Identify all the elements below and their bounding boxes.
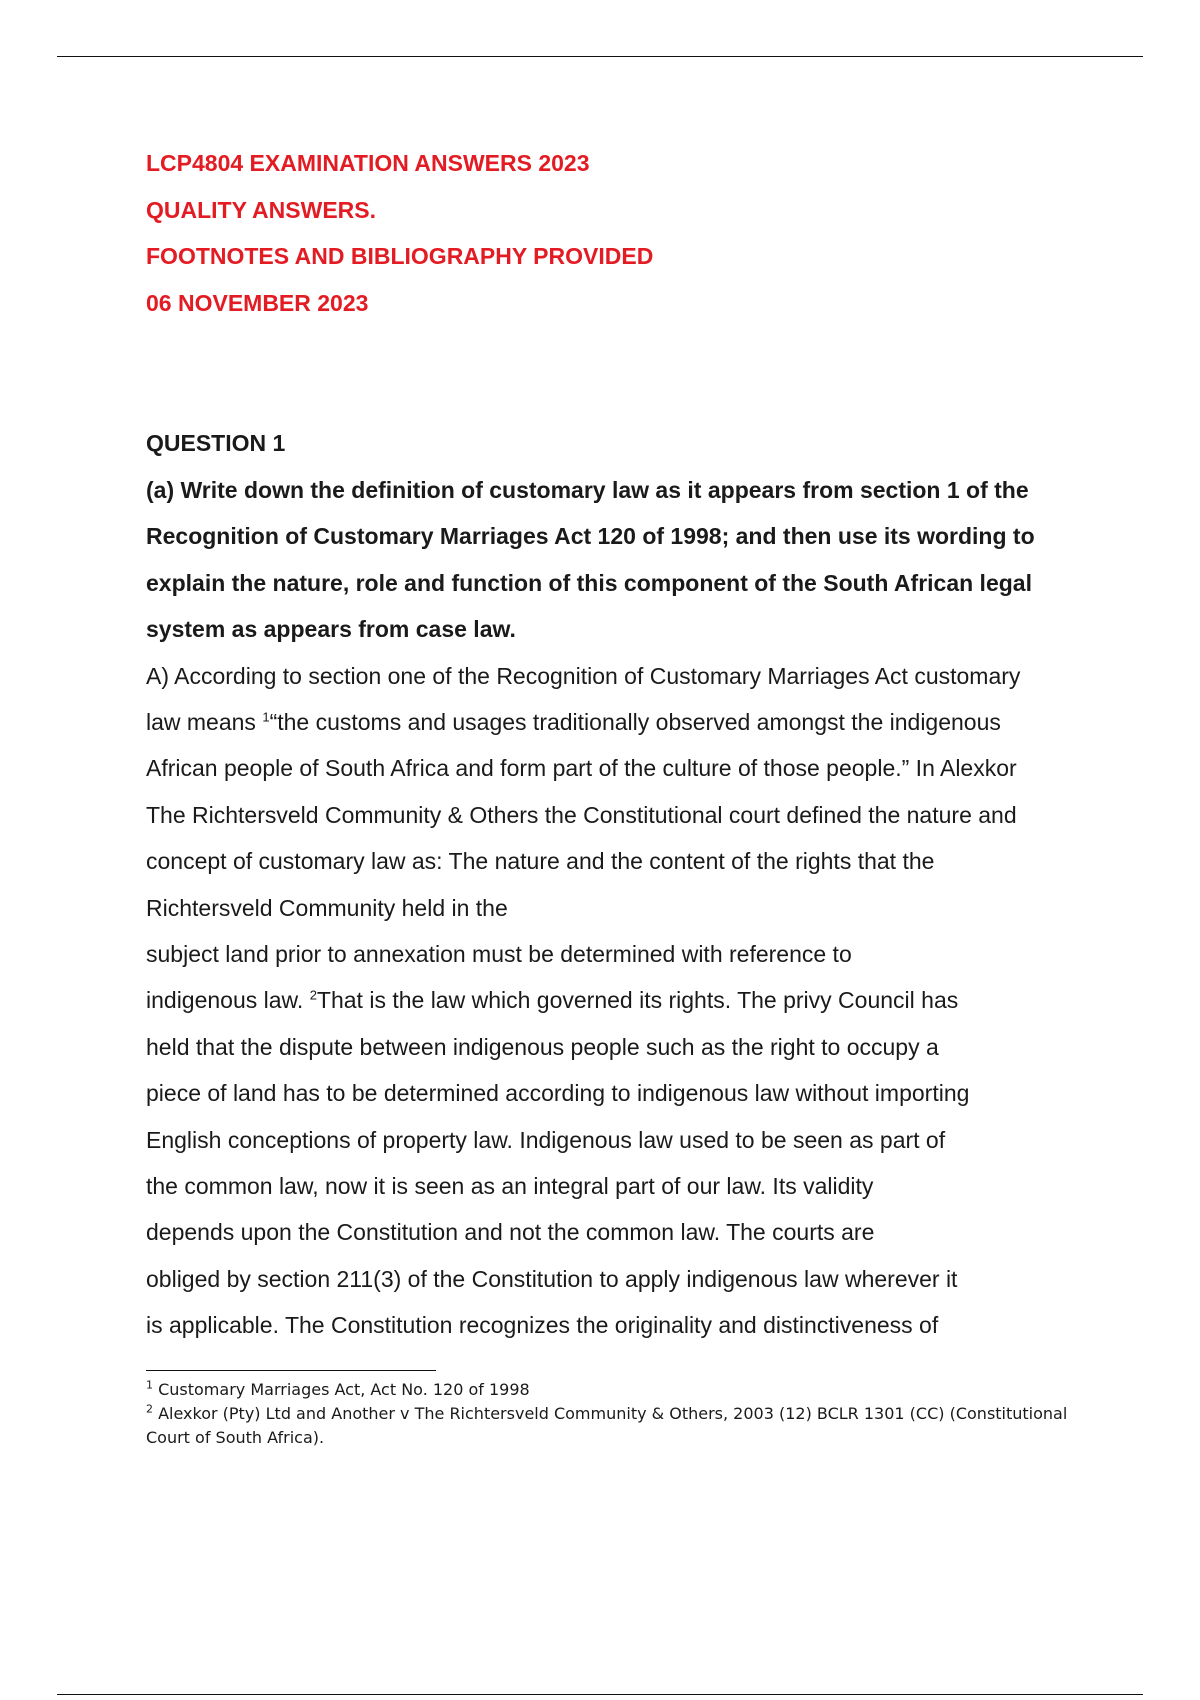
top-rule [57,56,1143,57]
answer-line: held that the dispute between indigenous people such as the right to occupy a [146,1033,939,1060]
answer-text: “the customs and usages traditionally observed amongst the indigenous [269,708,1001,735]
answer-line: A) According to section one of the Recognition of Customary Marriages Act customary [146,662,1021,689]
page-content [146,140,1086,1349]
answer-text: law means [146,708,263,735]
footnote-text: Customary Marriages Act, Act No. 120 of 1998 [158,1380,530,1399]
answer-line: English conceptions of property law. Indigenous law used to be seen as part of [146,1126,946,1153]
bottom-rule [57,1694,1143,1695]
answer-line: Richtersveld Community held in the [146,894,508,921]
footnotes [146,1378,1086,1450]
doc-note: FOOTNOTES AND BIBLIOGRAPHY PROVIDED [146,243,654,269]
doc-subtitle: QUALITY ANSWERS. [146,196,377,223]
answer-line: obliged by section 211(3) of the Constitution to apply indigenous law wherever it [146,1265,958,1292]
answer-text: indigenous law. [146,987,310,1014]
answer-line: the common law, now it is seen as an integral part of our law. Its validity [146,1172,874,1199]
footnote-separator [146,1370,436,1371]
footnote-1 [146,1378,1086,1402]
doc-date: 06 NOVEMBER 2023 [146,289,369,316]
answer-line: piece of land has to be determined according to indigenous law without importing [146,1080,970,1107]
footnote-ref-2[interactable]: 2 [309,987,317,1003]
answer-body [146,653,1086,1349]
answer-line: is applicable. The Constitution recognizes the originality and distinctiveness of [146,1312,939,1339]
answer-text: That is the law which governed its rights. The privy Council has [316,987,959,1014]
question-text: (a) Write down the definition of customary law as it appears from section 1 of the Recognition of Customary Marriages Act 120 of 1998; and then use its wording to explain the nature, role and function of this component of the South African legal system as appears from case law. [146,476,1035,642]
footnote-ref-1[interactable]: 1 [262,709,270,725]
footnote-number: 2 [146,1402,153,1416]
footnote-text: Alexkor (Pty) Ltd and Another v The Richtersveld Community & Others, 2003 (12) BCLR 1301 (CC) (Constitutional Court of South Africa). [146,1404,1068,1447]
footnote-2 [146,1402,1086,1450]
footnote-number: 1 [146,1378,153,1392]
question-heading: QUESTION 1 [146,430,286,456]
answer-line: depends upon the Constitution and not the common law. The courts are [146,1219,875,1246]
doc-title: LCP4804 EXAMINATION ANSWERS 2023 [146,150,590,176]
answer-line: The Richtersveld Community & Others the Constitutional court defined the nature and [146,801,1017,828]
answer-line: concept of customary law as: The nature and the content of the rights that the [146,848,935,875]
answer-line [146,699,1086,745]
answer-line [146,977,1086,1023]
answer-line: African people of South Africa and form part of the culture of those people.” In Alexkor [146,755,1017,782]
answer-line: subject land prior to annexation must be determined with reference to [146,940,852,967]
